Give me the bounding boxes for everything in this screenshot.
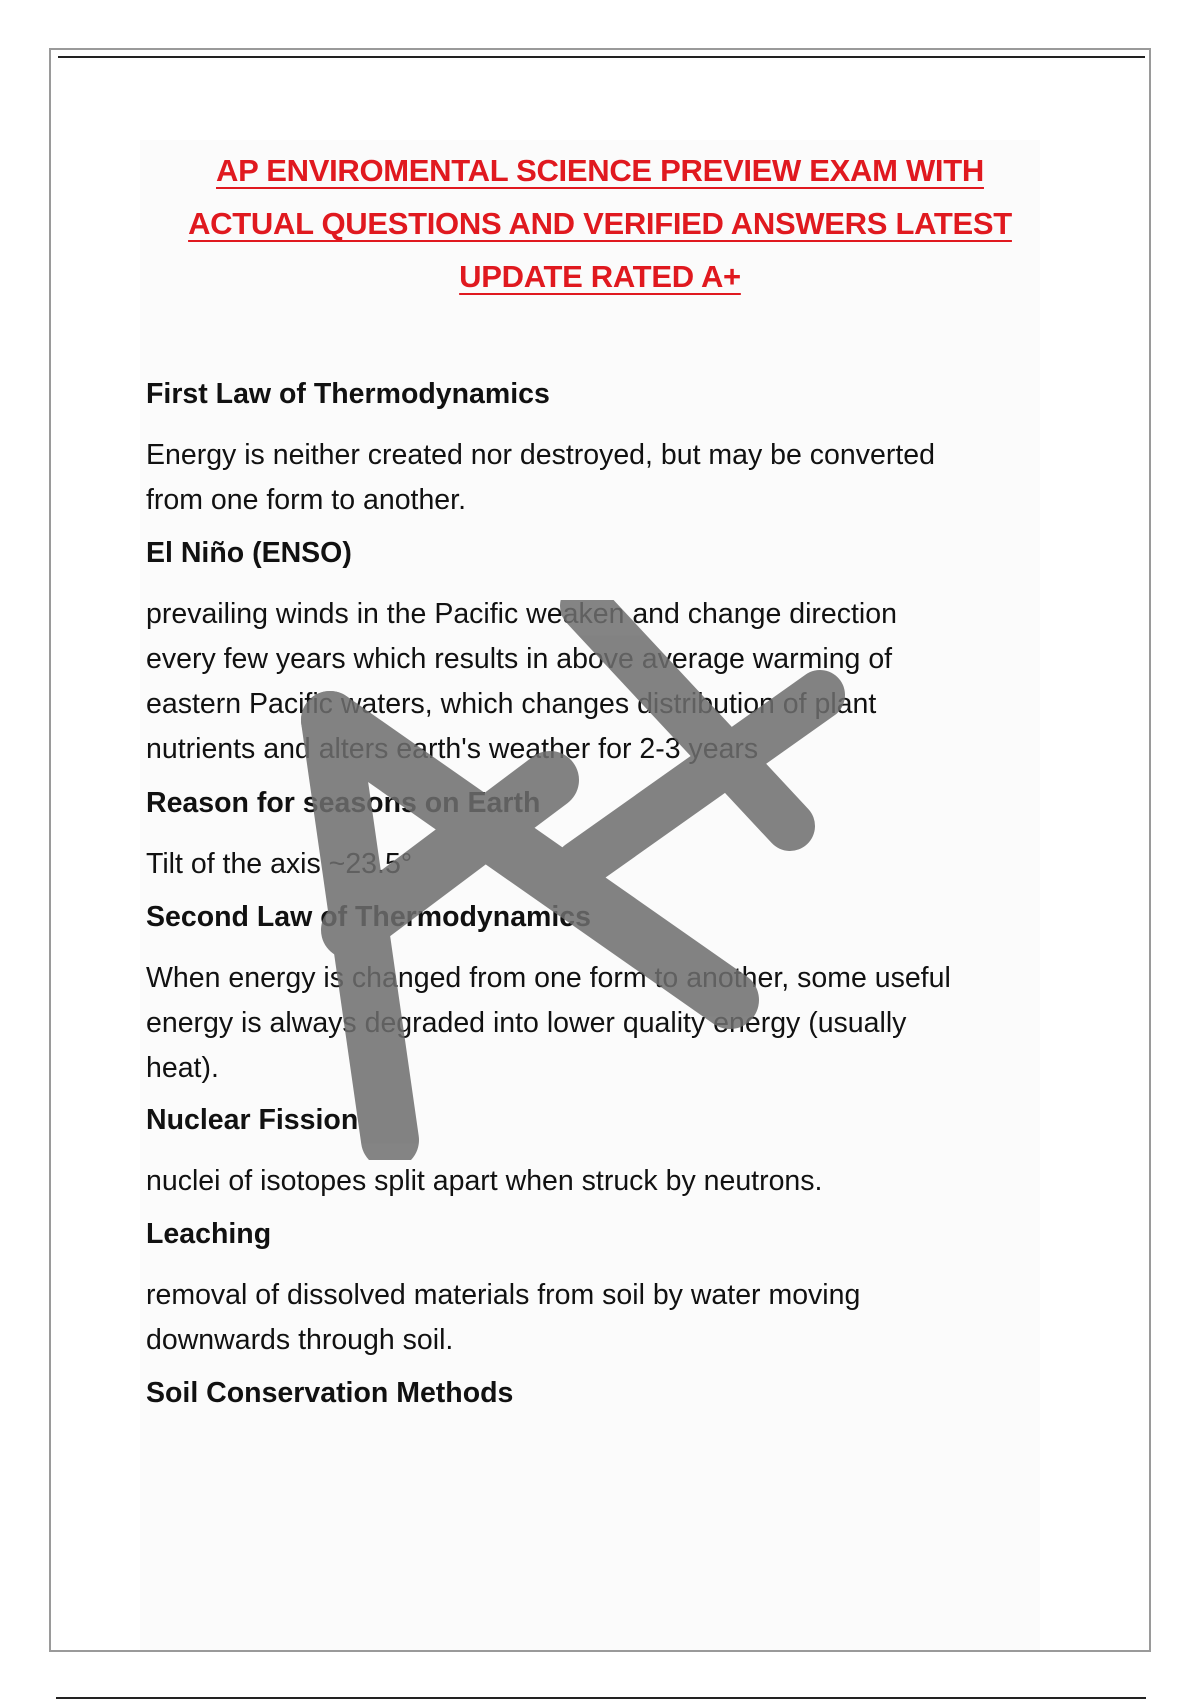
definition-nuclear-fission: [146, 1159, 1056, 1220]
definition-line: When energy is changed from one form to another, some useful: [146, 962, 951, 994]
term-nuclear-fission: Nuclear Fission: [146, 1104, 359, 1136]
title-line: UPDATE RATED A+: [459, 259, 741, 294]
definition-line: every few years which results in above average warming of: [146, 643, 893, 675]
term-el-nino: El Niño (ENSO): [146, 537, 352, 569]
top-rule: [58, 56, 1145, 58]
definition-line: Tilt of the axis ~23.5°: [146, 848, 413, 880]
definition-line: prevailing winds in the Pacific weaken and change direction: [146, 598, 897, 630]
definition-line: heat).: [146, 1052, 219, 1084]
term-seasons: Reason for seasons on Earth: [146, 787, 541, 819]
definition-line: from one form to another.: [146, 484, 466, 516]
definition-line: eastern Pacific waters, which changes distribution of plant: [146, 688, 877, 720]
glossary-content: [146, 380, 1056, 1440]
definition-line: Energy is neither created nor destroyed, but may be converted: [146, 439, 935, 471]
definition-line: downwards through soil.: [146, 1324, 454, 1356]
term-soil-conservation: Soil Conservation Methods: [146, 1377, 514, 1409]
title-line: AP ENVIROMENTAL SCIENCE PREVIEW EXAM WITH: [216, 153, 984, 188]
bottom-rule: [56, 1697, 1146, 1699]
definition-first-law: [146, 433, 1056, 539]
term-first-law: First Law of Thermodynamics: [146, 378, 550, 410]
definition-leaching: [146, 1273, 1056, 1379]
document-title: [120, 144, 1080, 303]
definition-line: removal of dissolved materials from soil by water moving: [146, 1279, 861, 1311]
definition-line: nutrients and alters earth's weather for 2-3 years: [146, 733, 759, 765]
term-second-law: Second Law of Thermodynamics: [146, 901, 592, 933]
title-line: ACTUAL QUESTIONS AND VERIFIED ANSWERS LATEST: [188, 206, 1012, 241]
definition-second-law: [146, 956, 1056, 1106]
definition-seasons: [146, 842, 1056, 903]
definition-line: energy is always degraded into lower quality energy (usually: [146, 1007, 907, 1039]
definition-el-nino: [146, 592, 1056, 789]
term-leaching: Leaching: [146, 1218, 272, 1250]
definition-line: nuclei of isotopes split apart when struck by neutrons.: [146, 1165, 823, 1197]
